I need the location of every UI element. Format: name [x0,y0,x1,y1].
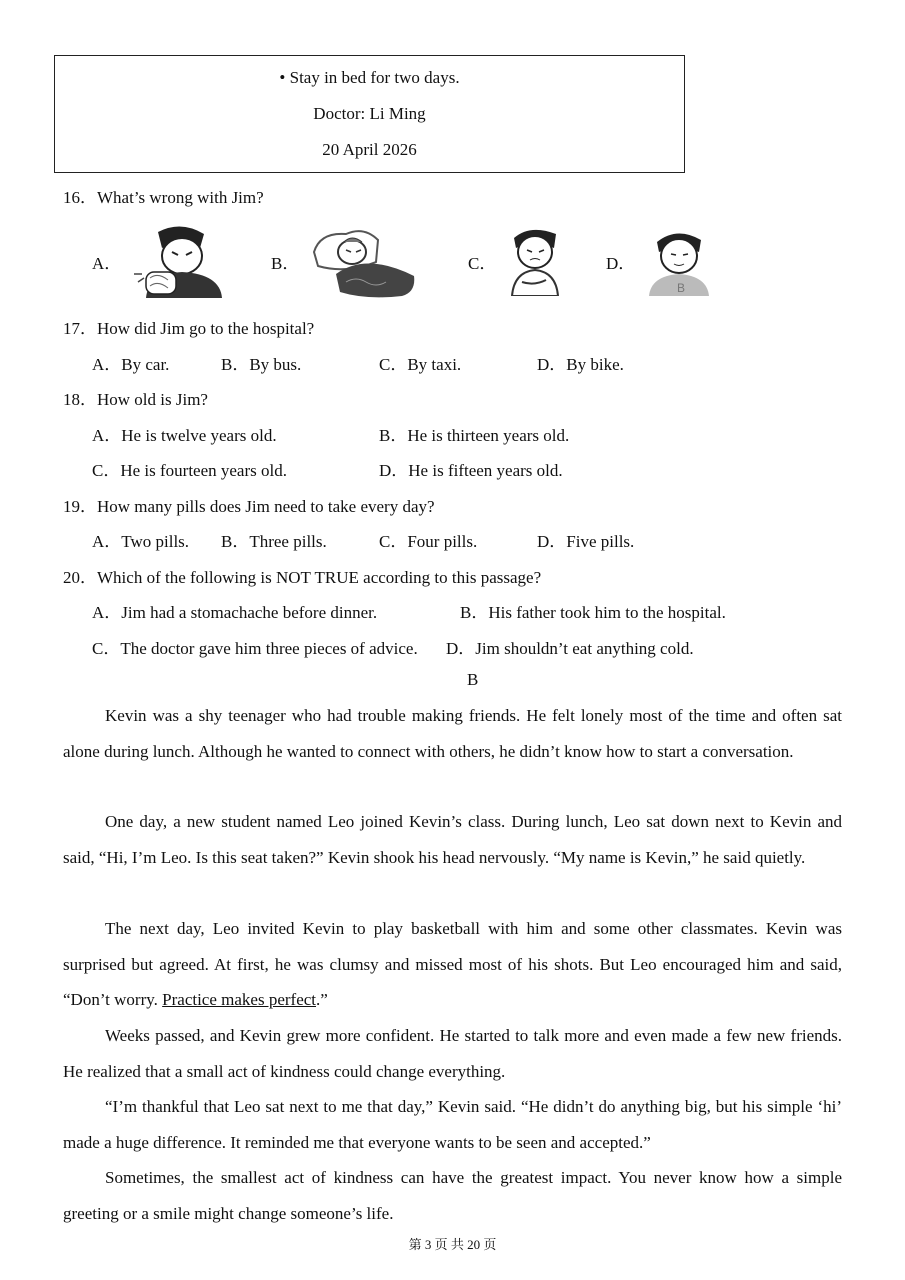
note-date: 20 April 2026 [322,140,417,159]
q20-option-d: D．Jim shouldn’t eat anything cold. [446,639,694,658]
q17-option-a: A．By car. [92,355,170,374]
q18-option-c: C．He is fourteen years old. [92,461,287,480]
boy-with-cold-picture [126,222,236,298]
q19-option-d: D．Five pills. [537,532,635,551]
q18-option-d: D．He is fifteen years old. [379,461,563,480]
q19-option-c: C．Four pills. [379,532,478,551]
page-footer: 第 3 页 共 20 页 [408,1237,497,1252]
passage-paragraph-4 [63,1018,842,1089]
passage-paragraph-5 [63,1089,842,1160]
q17-question: 17．How did Jim go to the hospital? [63,319,315,338]
passage-paragraph-1-text: Kevin was a shy teenager who had trouble making friends. He felt lonely most of the time and often sat alone during lunch. Although he wanted to connect with others, he didn’t know how to start a conversation. [63,706,842,761]
doctor-note-box [54,55,685,173]
q17-option-d: D．By bike. [537,355,624,374]
section-b-heading: B [467,670,479,689]
q19-option-a: A．Two pills. [92,532,190,551]
q16-option-d-label: D． [606,254,636,273]
boy-with-stomachache-picture [500,224,570,296]
q16-option-c-label: C． [468,254,497,273]
passage-paragraph-2-text: One day, a new student named Leo joined Kevin’s class. During lunch, Leo sat down next to Kevin and said, “Hi, I’m Leo. Is this seat taken?” Kevin shook his head nervously. “My name is Kevin,” he said quietly. [63,812,842,867]
underlined-phrase: Practice makes perfect [162,990,317,1009]
q16-option-a-label: A． [92,254,122,273]
passage-paragraph-2 [63,804,842,875]
q18-option-b: B．He is thirteen years old. [379,426,570,445]
q20-option-c: C．The doctor gave him three pieces of advice. [92,639,418,658]
q18-question: 18．How old is Jim? [63,390,208,409]
q18-option-a: A．He is twelve years old. [92,426,277,445]
passage-paragraph-3-end: .” [316,990,328,1009]
note-doctor: Doctor: Li Ming [313,104,426,123]
q20-option-a: A．Jim had a stomachache before dinner. [92,603,378,622]
note-advice: • Stay in bed for two days. [279,68,460,87]
q19-option-b: B．Three pills. [221,532,327,551]
q16-question: 16．What’s wrong with Jim? [63,188,264,207]
passage-paragraph-3-text: The next day, Leo invited Kevin to play basketball with him and some other classmates. Kevin was surprised but agreed. At first, he was clumsy and missed most of his shots. But Leo encouraged him and said, “Don’t worry. [63,919,842,1009]
q20-option-b: B．His father took him to the hospital. [460,603,726,622]
passage-paragraph-3 [63,911,842,1018]
passage-paragraph-6 [63,1160,842,1231]
boy-in-bed-picture [306,222,422,298]
passage-paragraph-6-text: Sometimes, the smallest act of kindness can have the greatest impact. You never know how a simple greeting or a smile might change someone’s life. [63,1168,842,1223]
boy-with-toothache-picture [643,226,715,296]
svg-text:B: B [677,281,686,295]
q17-option-c: C．By taxi. [379,355,462,374]
passage-paragraph-5-text: “I’m thankful that Leo sat next to me that day,” Kevin said. “He didn’t do anything big, but his simple ‘hi’ made a huge difference. It reminded me that everyone wants to be seen and accepted.” [63,1097,842,1152]
q20-question: 20．Which of the following is NOT TRUE according to this passage? [63,568,542,587]
q17-option-b: B．By bus. [221,355,302,374]
q19-question: 19．How many pills does Jim need to take every day? [63,497,435,516]
q16-option-b-label: B． [271,254,300,273]
passage-paragraph-1 [63,698,842,769]
passage-paragraph-4-text: Weeks passed, and Kevin grew more confident. He started to talk more and even made a few new friends. He realized that a small act of kindness could change everything. [63,1026,842,1081]
